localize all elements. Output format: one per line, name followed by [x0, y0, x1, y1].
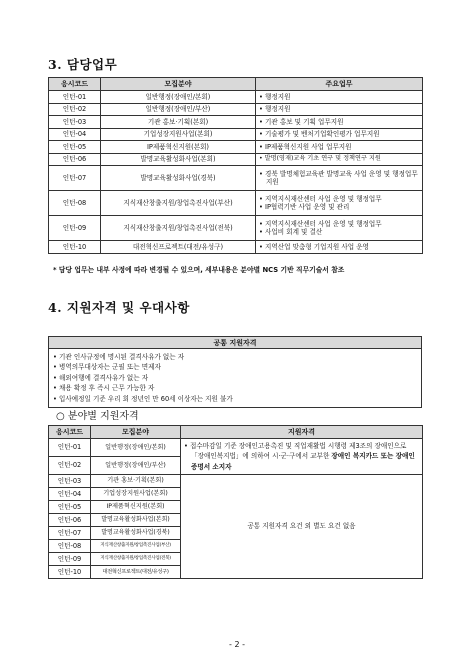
table-row: 인턴-10 대전혁신프로젝트(대전/유성구) • 지역산업 맞춤형 기업지원 사업 운영: [49, 241, 423, 254]
list-item: • 해외여행에 결격사유가 없는 자: [53, 373, 149, 382]
page-number: - 2 -: [229, 640, 245, 649]
table-row: 인턴-06 발명교육활성화사업(본회) • 발명(영재)교육 기초 연구 및 정책연구 지원: [49, 153, 423, 166]
table-row: 인턴-02 일반행정(장애인/부산) • 행정지원: [49, 103, 423, 116]
table-row: 인턴-07 발명교육활성화사업(경북) • 경북 발명체험교육관 발명교육 사업 운영 및 행정업무 지원: [49, 166, 423, 191]
header-qualification: 지원자격: [181, 426, 423, 439]
qualification-table: [48, 425, 423, 579]
duties-note: * 담당 업무는 내부 사정에 따라 변경될 수 있으며, 세부내용은 분야별 NCS 기반 직무기술서 참조: [53, 266, 345, 274]
table-row: 인턴-03 기관 홍보·기획(본회) • 기관 홍보 및 기획 업무지원: [49, 116, 423, 129]
table-row: 인턴-01 일반행정(장애인/본회) • 행정지원: [49, 91, 423, 104]
disabled-qualification: • 접수마감일 기준 장애인고용촉진 및 직업재활법 시행령 제3조의 장애인으로 「장애인복지법」에 의하여 시·군·구에서 교부한 장애인 복지카드 또는 장애인 증명서 소지자: [184, 441, 415, 471]
list-item: • 채용 확정 후 즉시 근무 가능한 자: [53, 384, 155, 393]
table-row: 인턴-04 기업성장지원사업(본회) • 기술평가 및 벤처기업확인평가 업무지원: [49, 128, 423, 141]
list-item: • 병역의무대상자는 군필 또는 면제자: [53, 363, 161, 372]
table-row: 인턴-08 지식재산창출지원/창업촉진사업(부산): [49, 540, 423, 553]
table-row: 인턴-04 기업성장지원사업(본회): [49, 488, 423, 501]
table-row: 인턴-07 발명교육활성화사업(경북): [49, 527, 423, 540]
table-row: 인턴-09 지식재산창출지원/창업촉진사업(전북): [49, 553, 423, 566]
table-row: 인턴-05 IP제품혁신지원(본회): [49, 501, 423, 514]
list-item: • 기관 인사규정에 명시된 결격사유가 없는 자: [53, 353, 185, 361]
table-row: 인턴-08 지식재산창출지원/창업촉진사업(부산) • 지역지식재산센터 사업 운영 및 행정업무 • IP협력기반 사업 운영 및 관리: [49, 191, 423, 216]
table-row: 인턴-09 지식재산창출지원/창업촉진사업(전북) • 지역지식재산센터 사업 운영 및 행정업무 • 사업비 회계 및 결산: [49, 216, 423, 241]
other-qualification: 공통 지원자격 요건 외 별도 요건 없음: [181, 475, 423, 579]
table-row: 인턴-01 일반행정(장애인/본회) • 접수마감일 기준 장애인고용촉진 및 직업재활법 시행령 제3조의 장애인으로 「장애인복지법」에 의하여 시·군·구에서 교부한 장애인 복지카드 또는 장애인 증명서 소지자: [49, 439, 423, 457]
table-row: 인턴-10 대전혁신프로젝트(대전/유성구): [49, 566, 423, 579]
header-field: 모집분야: [91, 426, 181, 439]
table-row: 인턴-05 IP제품혁신지원(본회) • IP제품혁신지원 사업 업무지원: [49, 141, 423, 154]
duties-table: [48, 77, 423, 254]
header-field: 모집분야: [101, 78, 256, 91]
header-code: 응시코드: [49, 78, 101, 91]
table-row: 인턴-03 기관 홍보·기획(본회) 공통 지원자격 요건 외 별도 요건 없음: [49, 475, 423, 488]
table-row: 인턴-02 일반행정(장애인/부산): [49, 457, 423, 475]
common-qualification-header: 공통 지원자격: [49, 337, 421, 349]
section-3-title: 3. 담당업무: [48, 57, 118, 72]
table-row: 인턴-06 발명교육활성화사업(본회): [49, 514, 423, 527]
section-4-title: 4. 지원자격 및 우대사항: [48, 300, 190, 315]
header-code: 응시코드: [49, 426, 91, 439]
common-qualification-box: [48, 336, 422, 408]
list-item: • 입사예정일 기준 우리 회 정년인 만 60세 이상자는 지원 불가: [53, 394, 233, 403]
header-duties: 주요업무: [256, 78, 423, 91]
sub-title-field-qualification: ○ 분야별 지원자격: [56, 411, 139, 422]
